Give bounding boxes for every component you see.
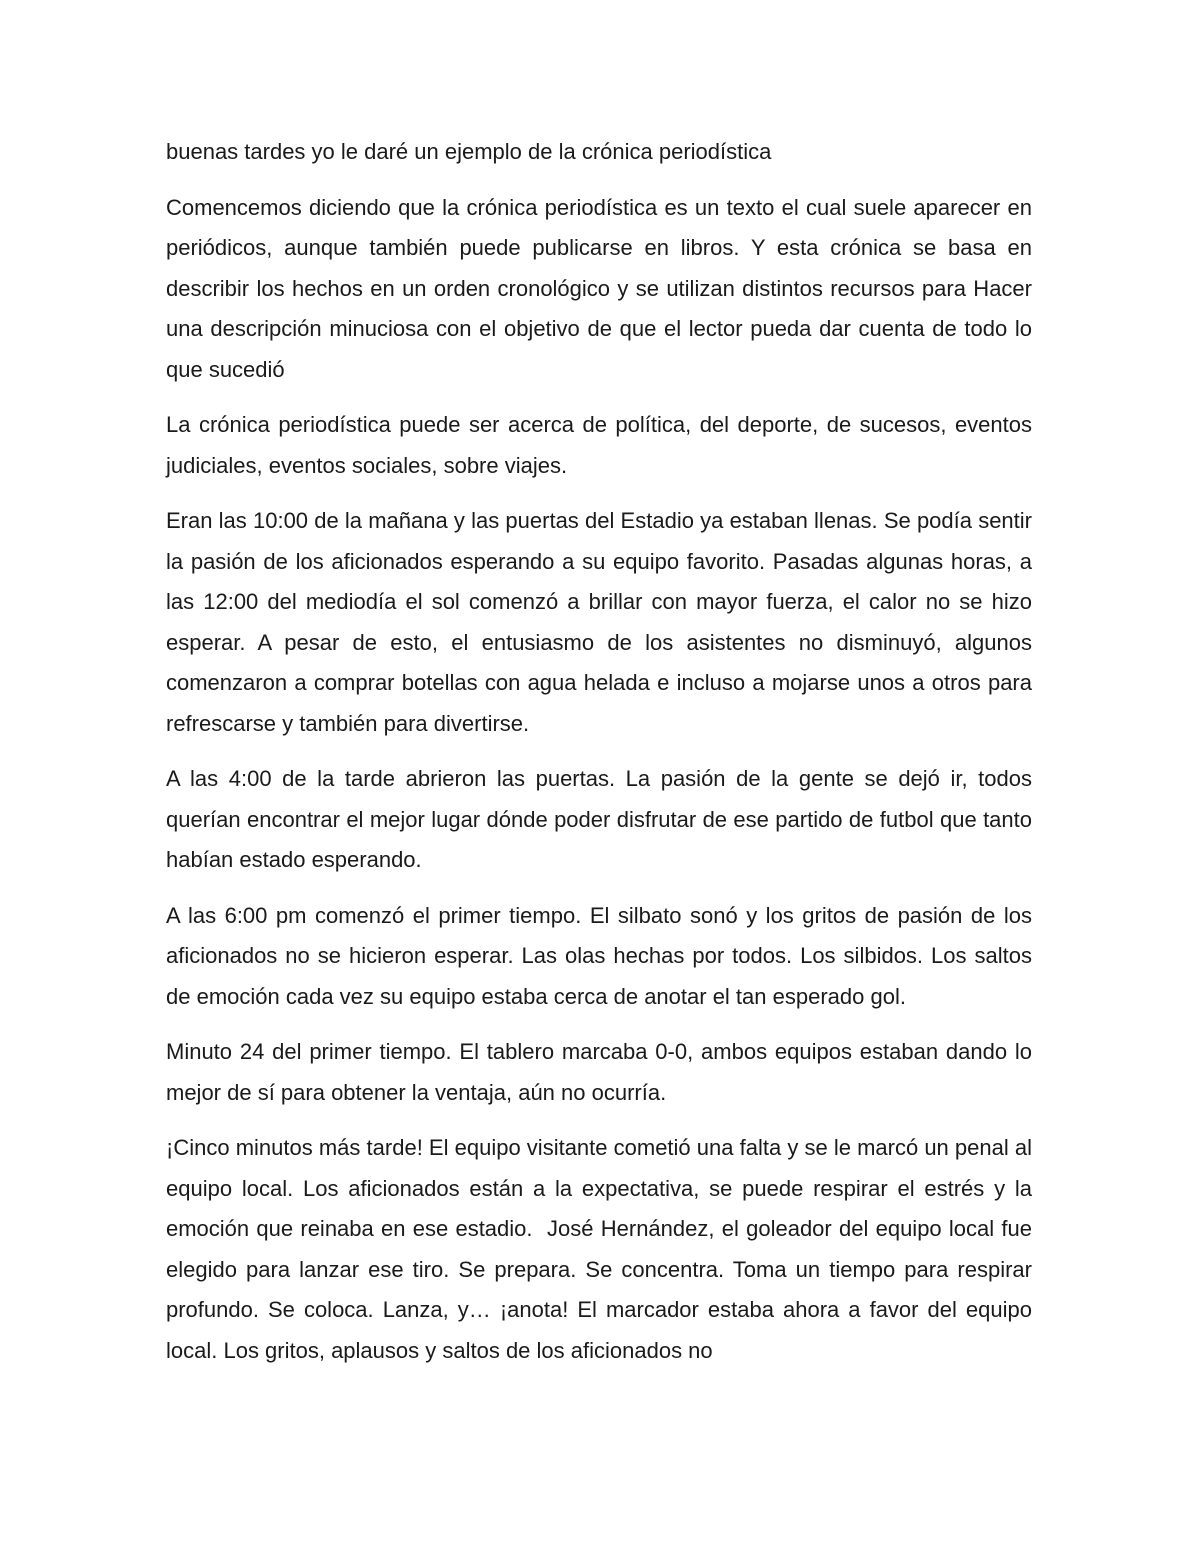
paragraph-penalty: ¡Cinco minutos más tarde! El equipo visitante cometió una falta y se le marcó un penal al equipo local. Los aficionados están a la expectativa, se puede respirar el estrés y la emoción que reinaba en ese estadio. José Hernández, el goleador del equipo local fue elegido para lanzar ese tiro. Se prepara. Se concentra. Toma un tiempo para respirar profundo. Se coloca. Lanza, y… ¡anota! El marcador estaba ahora a favor del equipo local. Los gritos, aplausos y saltos de los aficionados no xyxy=(166,1135,1039,1363)
paragraph-minute-24: Minuto 24 del primer tiempo. El tablero marcaba 0-0, ambos equipos estaban dando lo mejor de sí para obtener la ventaja, aún no ocurría. xyxy=(166,1039,1039,1105)
paragraph-definition: Comencemos diciendo que la crónica periodística es un texto el cual suele aparecer en periódicos, aunque también puede publicarse en libros. Y esta crónica se basa en describir los hechos en un orden cronológico y se utilizan distintos recursos para Hacer una descripción minuciosa con el objetivo de que el lector pueda dar cuenta de todo lo que sucedió xyxy=(166,194,1039,382)
intro-line: buenas tardes yo le daré un ejemplo de la crónica periodística xyxy=(166,139,772,164)
paragraph-topics: La crónica periodística puede ser acerca de política, del deporte, de sucesos, eventos judiciales, eventos sociales, sobre viajes. xyxy=(166,412,1039,478)
document-body xyxy=(166,132,1039,1386)
paragraph-first-half: A las 6:00 pm comenzó el primer tiempo. El silbato sonó y los gritos de pasión de los aficionados no se hicieron esperar. Las olas hechas por todos. Los silbidos. Los saltos de emoción cada vez su equipo estaba cerca de anotar el tan esperado gol. xyxy=(166,902,1039,1009)
paragraph-gates-open: A las 4:00 de la tarde abrieron las puertas. La pasión de la gente se dejó ir, todos querían encontrar el mejor lugar dónde poder disfrutar de ese partido de futbol que tanto habían estado esperando. xyxy=(166,766,1039,872)
paragraph-morning: Eran las 10:00 de la mañana y las puertas del Estadio ya estaban llenas. Se podía sentir la pasión de los aficionados esperando a su equipo favorito. Pasadas algunas horas, a las 12:00 del mediodía el sol comenzó a brillar con mayor fuerza, el calor no se hizo esperar. A pesar de esto, el entusiasmo de los asistentes no disminuyó, algunos comenzaron a comprar botellas con agua helada e incluso a mojarse unos a otros para refrescarse y también para divertirse. xyxy=(166,508,1039,736)
